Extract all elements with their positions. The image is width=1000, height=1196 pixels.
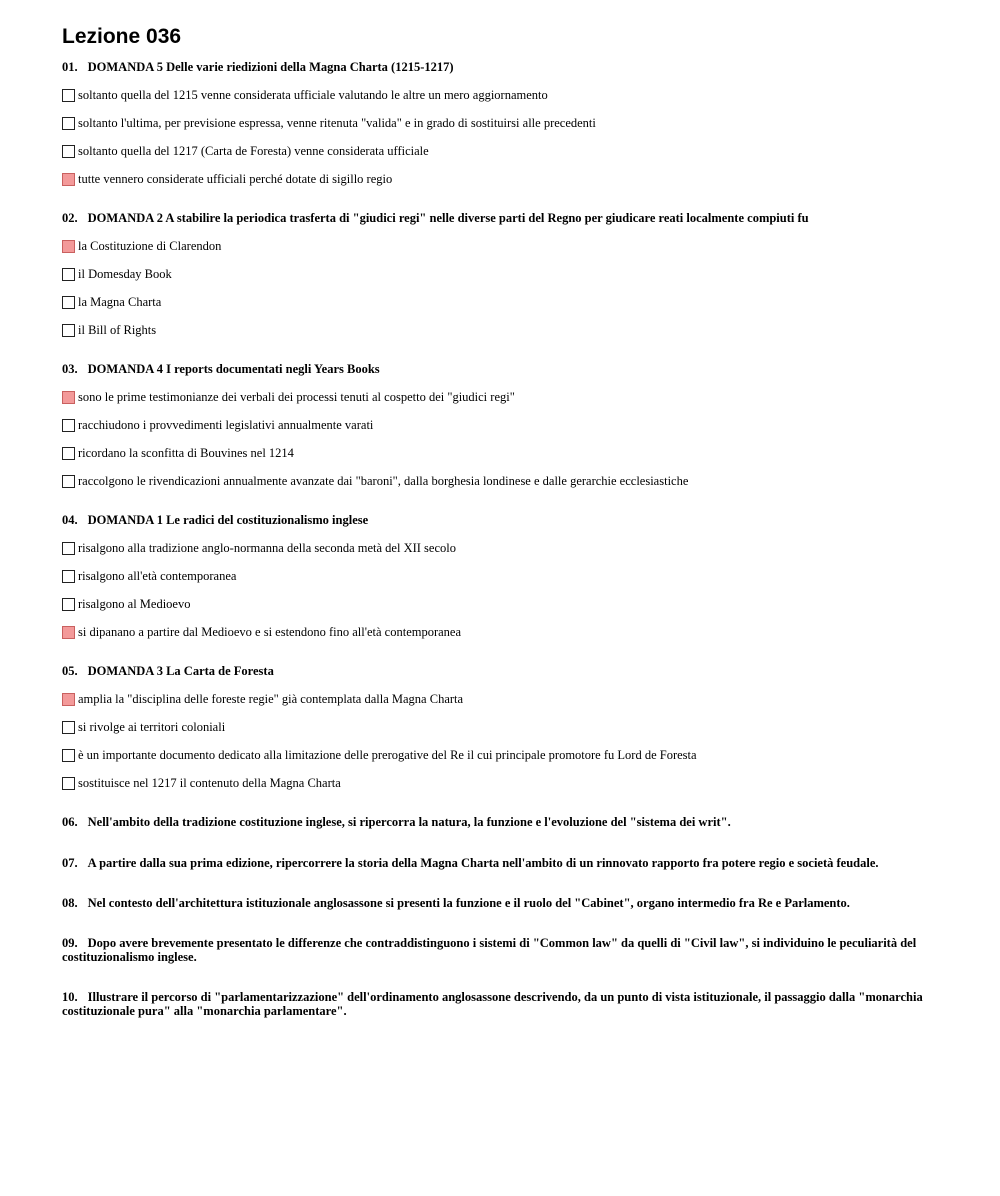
answer-label: racchiudono i provvedimenti legislativi annualmente varati	[78, 418, 374, 432]
question-number: 07.	[62, 856, 78, 870]
checkbox[interactable]	[62, 89, 75, 102]
answer-label: soltanto quella del 1217 (Carta de Foresta) venne considerata ufficiale	[78, 144, 429, 158]
answer-option[interactable]	[62, 294, 161, 310]
checkbox[interactable]	[62, 447, 75, 460]
checkbox[interactable]	[62, 324, 75, 337]
answer-option[interactable]	[62, 568, 236, 584]
answer-option[interactable]	[62, 417, 373, 433]
question-number: 06.	[62, 815, 78, 829]
checkbox[interactable]	[62, 145, 75, 158]
question-heading	[62, 664, 942, 678]
checkbox[interactable]	[62, 475, 75, 488]
question-heading	[62, 362, 942, 376]
question-text: Illustrare il percorso di "parlamentarizzazione" dell'ordinamento anglosassone descrivendo, da un punto di vista istituzionale, il passaggio dalla "monarchia costituzionale pura" alla "monarchia parlamentare".	[62, 990, 923, 1018]
page-title: Lezione 036	[62, 25, 182, 48]
question-heading	[62, 60, 942, 74]
answer-option[interactable]	[62, 238, 221, 254]
answer-option[interactable]	[62, 473, 688, 489]
answer-label: la Costituzione di Clarendon	[78, 239, 222, 253]
checkbox[interactable]	[62, 777, 75, 790]
question-text: DOMANDA 3 La Carta de Foresta	[87, 664, 274, 678]
question-text: DOMANDA 5 Delle varie riedizioni della Magna Charta (1215-1217)	[87, 60, 454, 74]
answer-label: amplia la "disciplina delle foreste regie" già contemplata dalla Magna Charta	[78, 692, 464, 706]
answer-option[interactable]	[62, 775, 341, 791]
answer-label: soltanto quella del 1215 venne considerata ufficiale valutando le altre un mero aggiornamento	[78, 88, 548, 102]
answer-label: raccolgono le rivendicazioni annualmente avanzate dai "baroni", dalla borghesia londinese e dalle gerarchie ecclesiastiche	[78, 474, 689, 488]
answer-option[interactable]	[62, 389, 515, 405]
answer-label: tutte vennero considerate ufficiali perché dotate di sigillo regio	[78, 172, 393, 186]
question-text: DOMANDA 1 Le radici del costituzionalismo inglese	[87, 513, 369, 527]
open-question	[62, 815, 942, 829]
answer-label: si dipanano a partire dal Medioevo e si estendono fino all'età contemporanea	[78, 625, 462, 639]
answer-label: risalgono alla tradizione anglo-normanna della seconda metà del XII secolo	[78, 541, 456, 555]
open-question	[62, 990, 942, 1018]
question-heading	[62, 513, 942, 527]
answer-option[interactable]	[62, 266, 172, 282]
checkbox[interactable]	[62, 268, 75, 281]
answer-option[interactable]	[62, 322, 156, 338]
question-number: 04.	[62, 513, 78, 527]
checkbox-checked[interactable]	[62, 173, 75, 186]
question-text: DOMANDA 2 A stabilire la periodica trasferta di "giudici regi" nelle diverse parti del Regno per giudicare reati localmente compiuti fu	[87, 211, 809, 225]
answer-label: è un importante documento dedicato alla limitazione delle prerogative del Re il cui principale promotore fu Lord de Foresta	[78, 748, 697, 762]
checkbox[interactable]	[62, 542, 75, 555]
question-text: Dopo avere brevemente presentato le differenze che contraddistinguono i sistemi di "Common law" da quelli di "Civil law", si individuino le peculiarità del costituzionalismo inglese.	[62, 936, 917, 964]
question-text: Nell'ambito della tradizione costituzione inglese, si ripercorra la natura, la funzione e l'evoluzione del "sistema dei writ".	[87, 815, 731, 829]
answer-option[interactable]	[62, 624, 461, 640]
open-question	[62, 896, 942, 910]
checkbox[interactable]	[62, 296, 75, 309]
answer-option[interactable]	[62, 691, 463, 707]
checkbox[interactable]	[62, 419, 75, 432]
question-number: 09.	[62, 936, 78, 950]
question-number: 08.	[62, 896, 78, 910]
answer-label: il Bill of Rights	[78, 323, 157, 337]
answer-option[interactable]	[62, 115, 596, 131]
checkbox[interactable]	[62, 570, 75, 583]
checkbox[interactable]	[62, 721, 75, 734]
answer-option[interactable]	[62, 719, 225, 735]
answer-option[interactable]	[62, 596, 190, 612]
answer-label: sono le prime testimonianze dei verbali dei processi tenuti al cospetto dei "giudici regi"	[78, 390, 515, 404]
answer-option[interactable]	[62, 87, 548, 103]
open-question	[62, 856, 942, 870]
checkbox[interactable]	[62, 117, 75, 130]
answer-label: ricordano la sconfitta di Bouvines nel 1214	[78, 446, 294, 460]
question-number: 05.	[62, 664, 78, 678]
question-text: A partire dalla sua prima edizione, ripercorrere la storia della Magna Charta nell'ambito di un rinnovato rapporto fra potere regio e società feudale.	[87, 856, 879, 870]
answer-option[interactable]	[62, 171, 392, 187]
question-number: 10.	[62, 990, 78, 1004]
question-text: DOMANDA 4 I reports documentati negli Years Books	[87, 362, 380, 376]
answer-label: risalgono al Medioevo	[78, 597, 191, 611]
answer-label: risalgono all'età contemporanea	[78, 569, 237, 583]
checkbox[interactable]	[62, 598, 75, 611]
question-heading	[62, 211, 942, 225]
answer-label: soltanto l'ultima, per previsione espressa, venne ritenuta "valida" e in grado di sostituirsi alle precedenti	[78, 116, 596, 130]
answer-option[interactable]	[62, 540, 456, 556]
question-text: Nel contesto dell'architettura istituzionale anglosassone si presenti la funzione e il ruolo del "Cabinet", organo intermedio fra Re e Parlamento.	[87, 896, 850, 910]
question-number: 02.	[62, 211, 78, 225]
answer-option[interactable]	[62, 747, 697, 763]
answer-label: il Domesday Book	[78, 267, 172, 281]
checkbox-checked[interactable]	[62, 391, 75, 404]
answer-label: la Magna Charta	[78, 295, 162, 309]
question-number: 01.	[62, 60, 78, 74]
open-question	[62, 936, 942, 964]
checkbox-checked[interactable]	[62, 693, 75, 706]
checkbox-checked[interactable]	[62, 626, 75, 639]
answer-option[interactable]	[62, 143, 429, 159]
answer-option[interactable]	[62, 445, 294, 461]
checkbox-checked[interactable]	[62, 240, 75, 253]
checkbox[interactable]	[62, 749, 75, 762]
question-number: 03.	[62, 362, 78, 376]
answer-label: si rivolge ai territori coloniali	[78, 720, 226, 734]
answer-label: sostituisce nel 1217 il contenuto della Magna Charta	[78, 776, 341, 790]
